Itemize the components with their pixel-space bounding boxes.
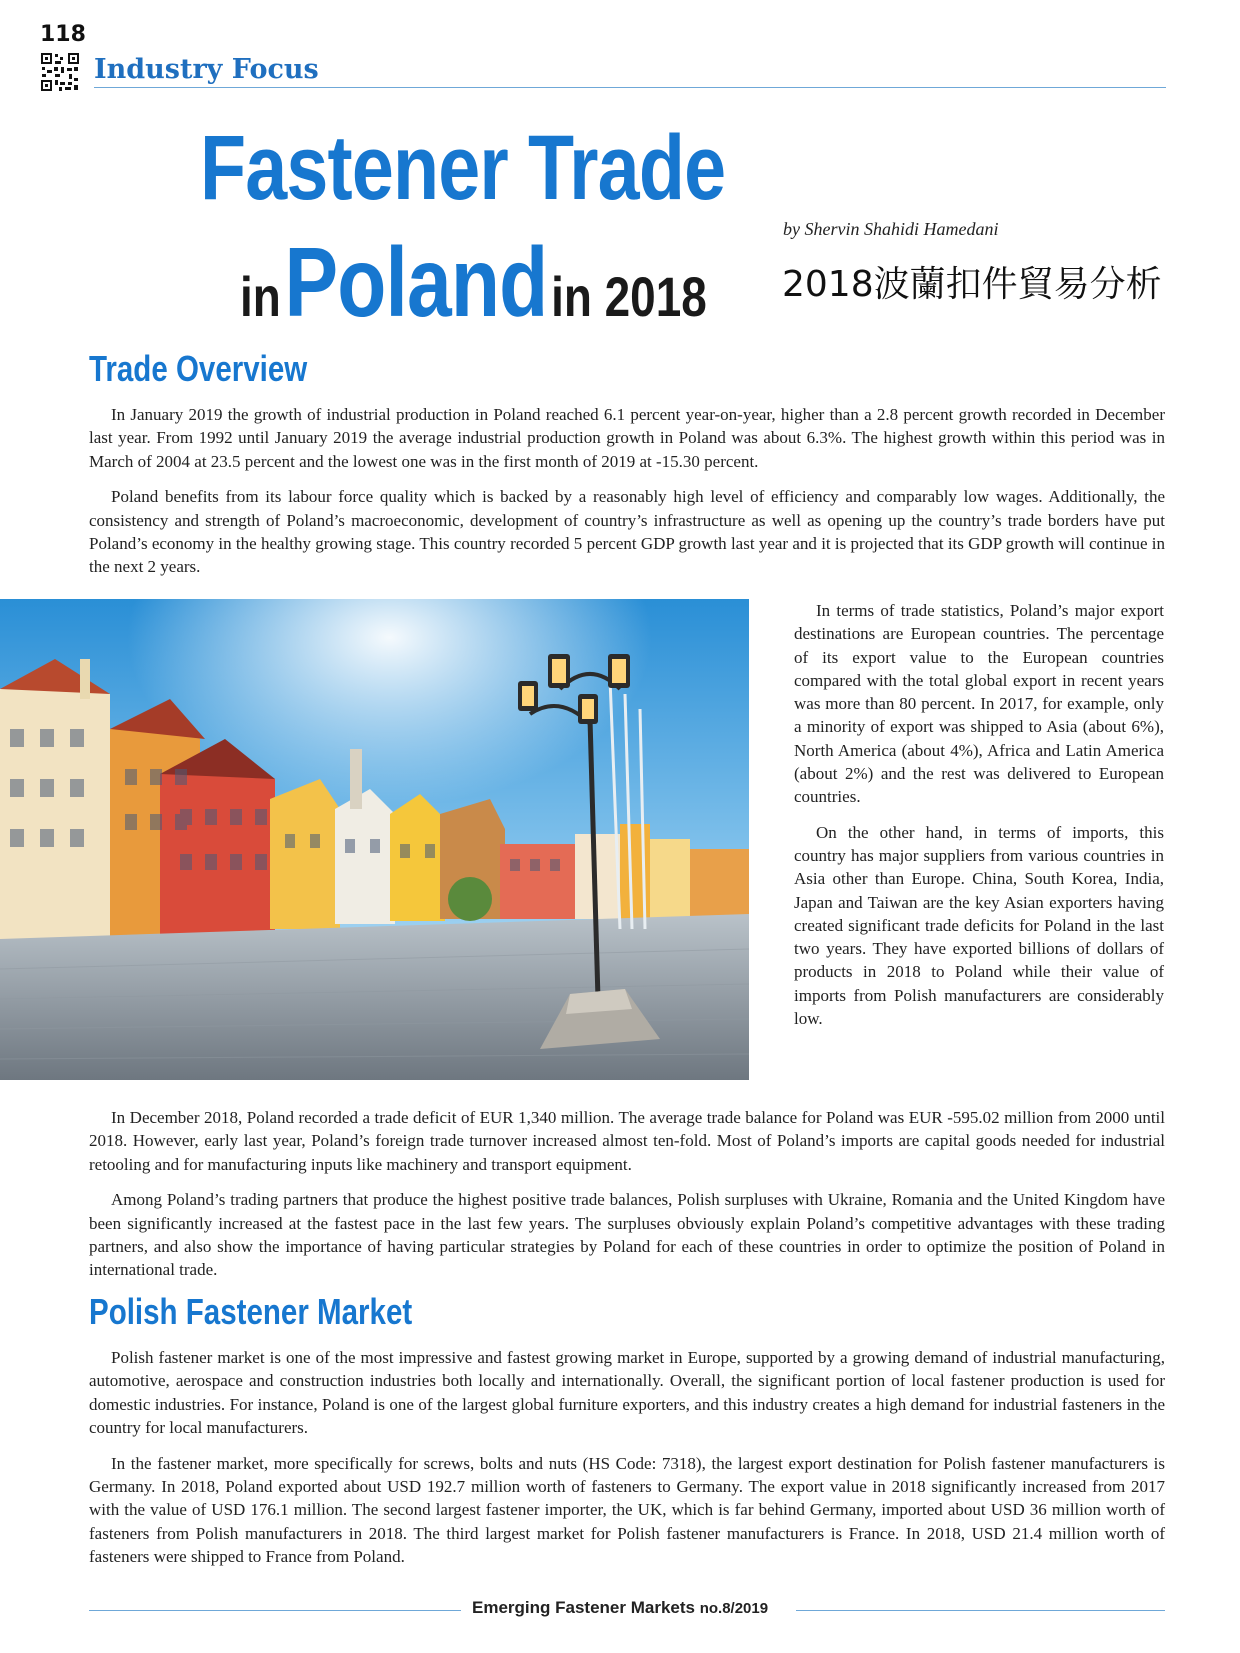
paragraph: In January 2019 the growth of industrial production in Poland reached 6.1 percent year-on-year, higher than a 2.8 percent growth recorded in December last year. From 1992 until January 2019 the average industrial production growth in Poland was about 6.3%. The highest growth within this period was in March of 2004 at 23.5 percent and the lowest one was in the first month of 2019 at -15.30 percent. [89,405,1165,471]
heading-trade-overview: Trade Overview [89,348,308,389]
footer-magazine-title [472,1598,768,1618]
paragraph: On the other hand, in terms of imports, this country has major suppliers from various countries in Asia other than Europe. China, South Korea, India, Japan and Taiwan are the key Asian exporters having created significant trade deficits for Poland in the last two years. They have exported billions of dollars of products in 2018 to Poland while their value of imports from Polish manufacturers are considerably low. [794,822,1164,1029]
trade-overview-continued [89,1106,1165,1282]
polish-fastener-market-body [89,1346,1165,1569]
heading-polish-fastener-market: Polish Fastener Market [89,1291,413,1332]
byline: by Shervin Shahidi Hamedani [783,219,999,239]
trade-overview-intro [89,403,1165,579]
title-in-word: in [240,265,281,328]
paragraph: In terms of trade statistics, Poland’s major export destinations are European countries. The percentage of its export value to the European countries compared with the total global export in recent years was more than 80 percent. In 2017, for example, only a minority of export was shipped to Asia (about 6%), North America (about 4%), Africa and Latin America (about 2%) and the rest was delivered to European countries. [794,601,1164,807]
photo-illustration [0,599,749,1080]
paragraph: Polish fastener market is one of the most impressive and fastest growing market in Europe, supported by a growing demand of industrial manufacturing, automotive, aerospace and construction industries both locally and internationally. Overall, the significant portion of local fastener production is used for domestic industries. For instance, Poland is one of the largest global furniture exporters, and this industry creates a high demand for industrial fasteners in the country for local manufacturers. [89,1348,1165,1438]
article-title-line1: Fastener Trade [200,117,726,219]
header-divider [94,87,1166,88]
paragraph: Poland benefits from its labour force quality which is backed by a reasonably high level of efficiency and comparably low wages. Additionally, the consistency and strength of Poland’s macroeconomic, development of country’s infrastructure as well as opening up the country’s trade borders have put Poland’s economy in the healthy growing stage. This country recorded 5 percent GDP growth last year and it is projected that its GDP growth will continue in the next 2 years. [89,487,1165,577]
title-poland-word: Poland [284,227,548,337]
paragraph: Among Poland’s trading partners that produce the highest positive trade balances, Polish surpluses with Ukraine, Romania and the United Kingdom have been significantly increased at the fastest pace in the last few years. The surpluses obviously explain Poland’s competitive advantages with these trading partners, and also show the importance of having particular strategies by Poland for each of these countries in order to optimize the position of Poland in international trade. [89,1190,1165,1280]
paragraph: In the fastener market, more specifically for screws, bolts and nuts (HS Code: 7318), the largest export destination for Polish fastener manufacturers is Germany. In 2018, Poland exported about USD 192.7 million worth of fasteners to Germany. The export value in 2018 significantly increased from 2017 with the value of USD 176.1 million. The second largest fastener importer, the UK, which is far behind Germany, imported about USD 36 million worth of fasteners from Polish manufacturers in 2018. The third largest market for Polish fastener manufacturers is France. In 2018, USD 21.4 million worth of fasteners were shipped to France from Poland. [89,1453,1165,1567]
right-column [794,599,1164,1030]
wroclaw-market-square-photo [0,599,749,1080]
page-number: 118 [40,22,86,47]
qr-code-icon[interactable] [40,52,80,92]
issue-number: no.8/2019 [699,1600,769,1617]
footer-divider-right [796,1610,1165,1611]
paragraph: In December 2018, Poland recorded a trade deficit of EUR 1,340 million. The average trade balance for Poland was EUR -595.02 million from 2000 until 2018. However, early last year, Poland’s foreign trade turnover increased almost ten-fold. Most of Poland’s imports are capital goods needed for industrial retooling and for manufacturing inputs like machinery and transport equipment. [89,1108,1165,1174]
section-label: Industry Focus [94,54,319,85]
magazine-name: Emerging Fastener Markets [472,1598,695,1617]
chinese-title: 2018波蘭扣件貿易分析 [782,264,1162,305]
article-title-line2 [240,226,707,339]
footer-divider-left [89,1610,461,1611]
title-year-phrase: in 2018 [551,265,707,328]
